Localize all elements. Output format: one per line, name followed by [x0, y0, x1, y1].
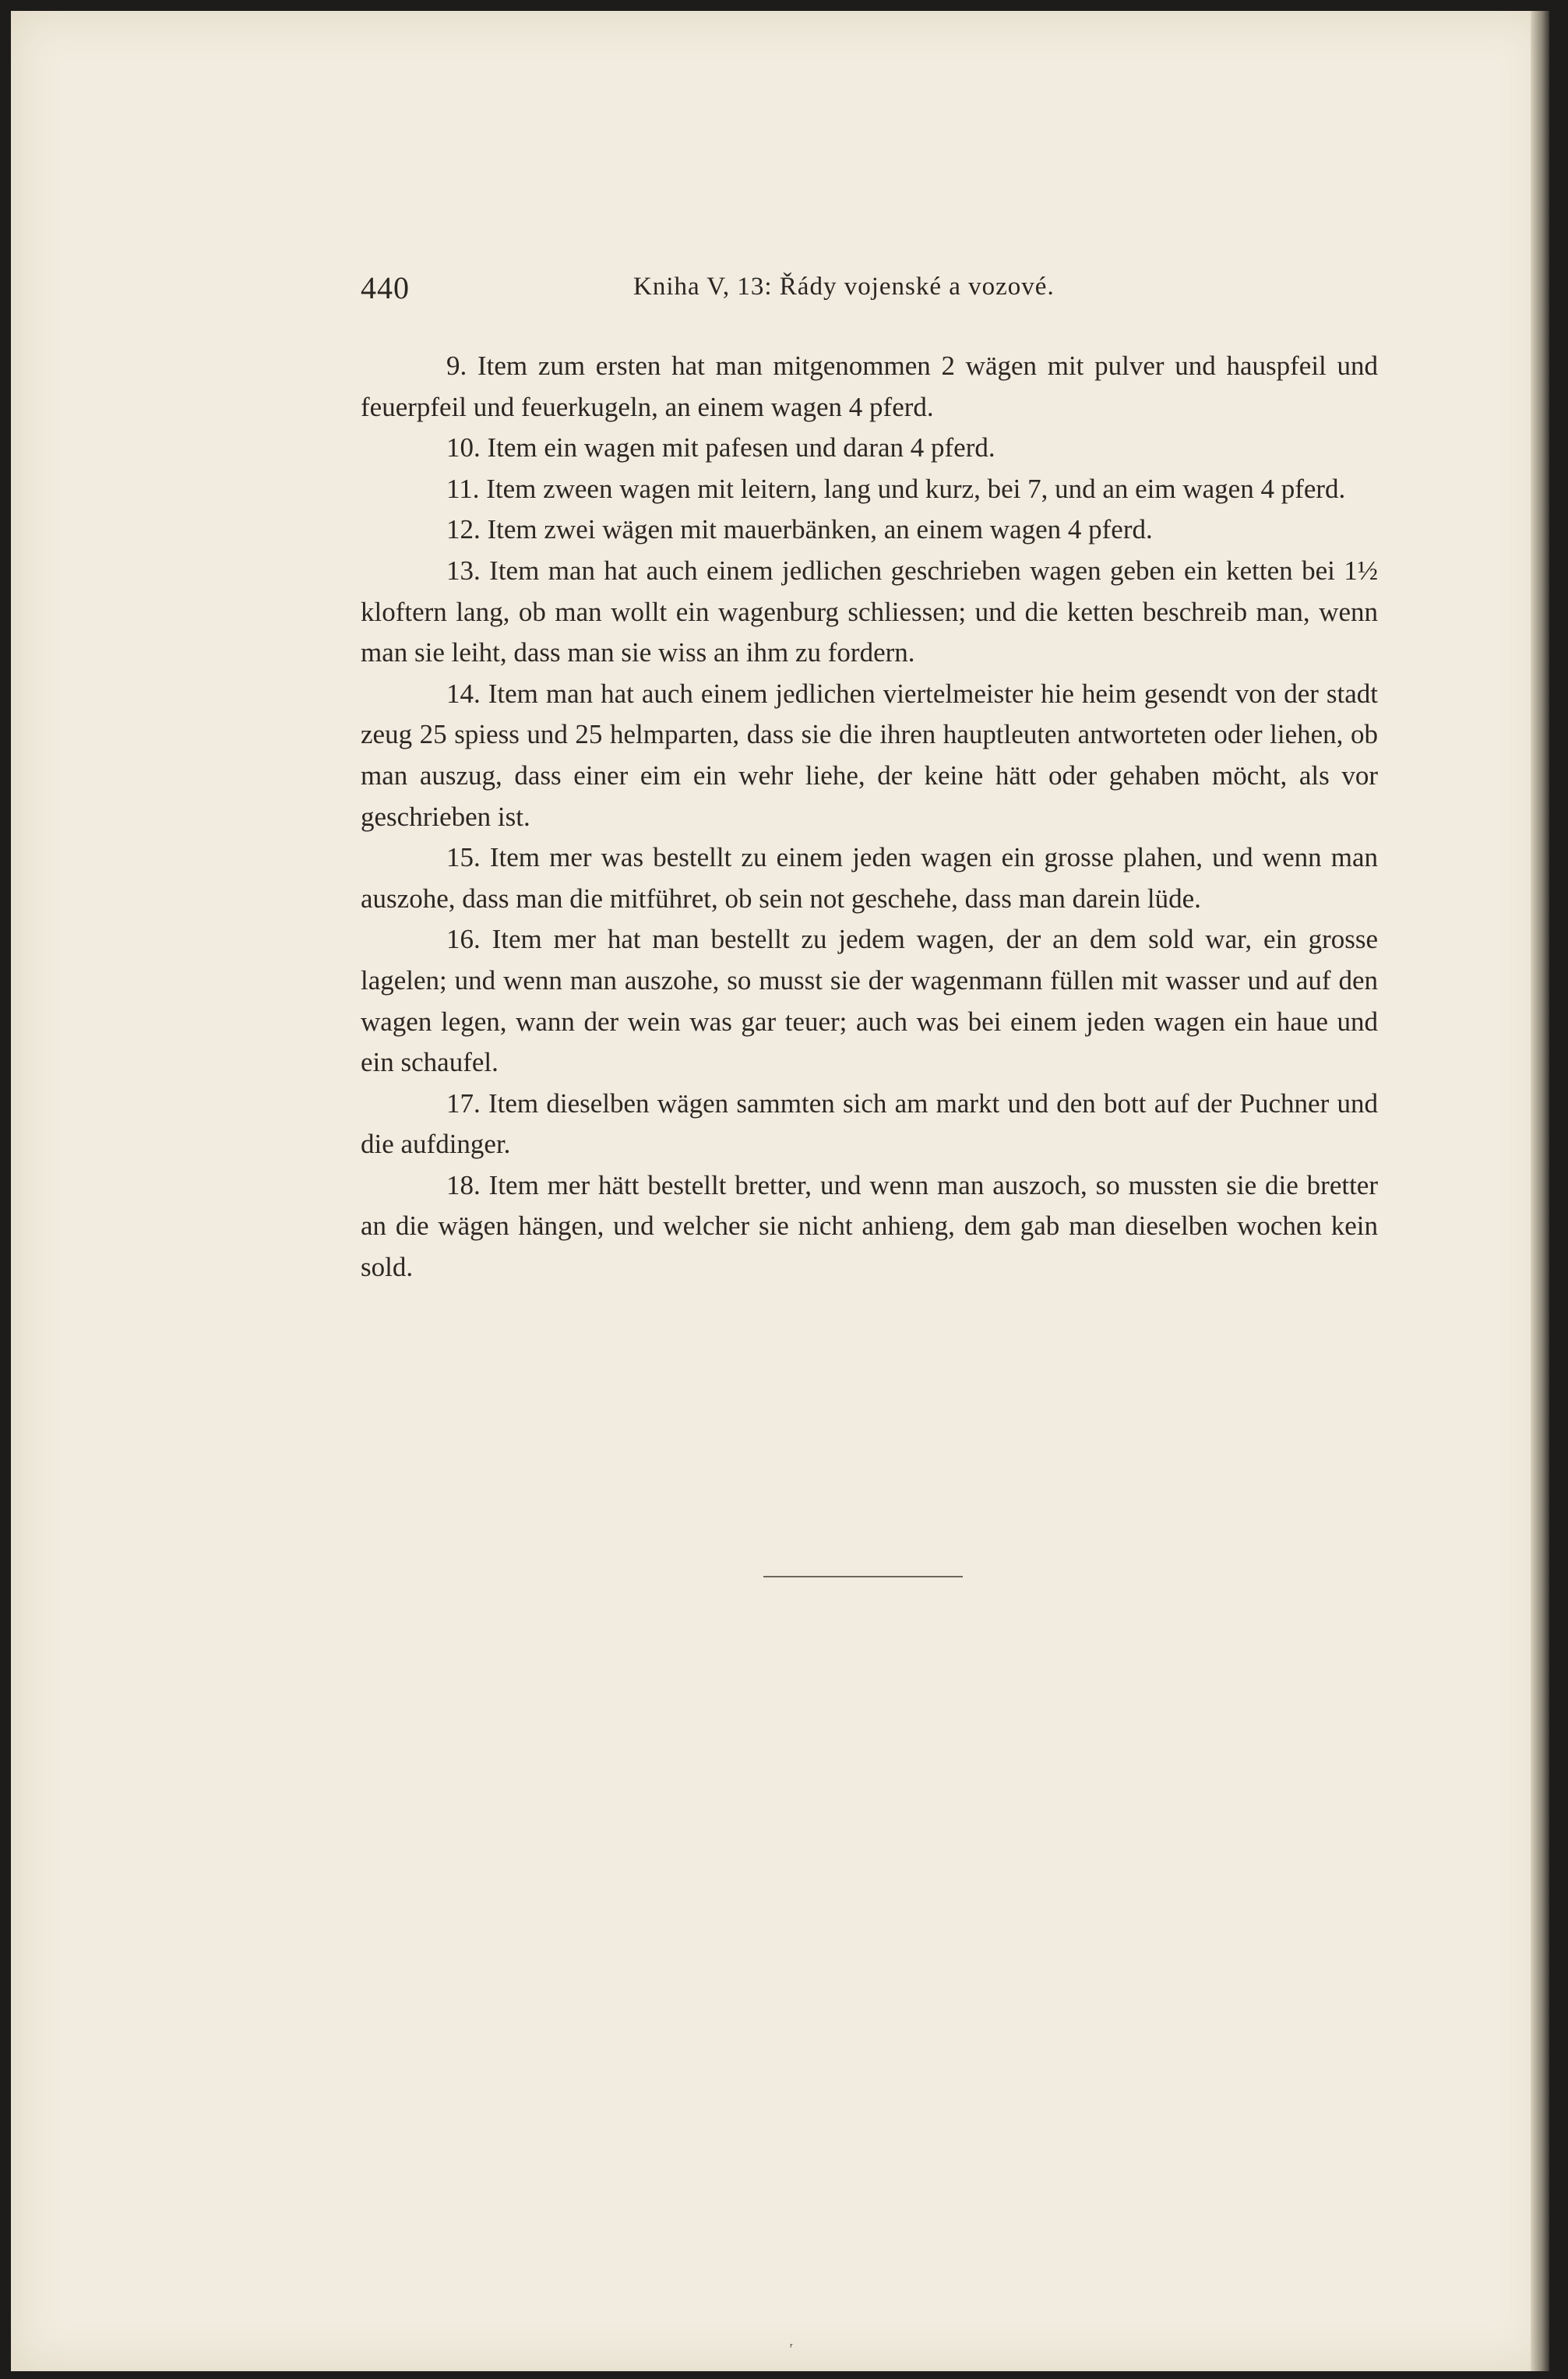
- paragraph-17: 17. Item dieselben wägen sammten sich am markt und den bott auf der Puchner und die aufdinger.: [361, 1087, 1378, 1160]
- page-edge-shadow: [1531, 11, 1549, 2371]
- paragraph-16: 16. Item mer hat man bestellt zu jedem wagen, der an dem sold war, ein grosse lagelen; und wenn man auszohe, so musst sie der wagenmann füllen mit wasser und auf den wagen legen, wann der wein was gar teuer; auch was bei einem jeden wagen ein haue und ein schaufel.: [361, 924, 1378, 1078]
- paragraph-18: 18. Item mer hätt bestellt bretter, und wenn man auszoch, so mussten sie die bretter an die wägen hängen, und welcher sie nicht anhieng, dem gab man dieselben wochen kein sold.: [361, 1169, 1378, 1283]
- paragraph-13: 13. Item man hat auch einem jedlichen geschrieben wagen geben ein ketten bei 1½ kloftern lang, ob man wollt ein wagenburg schliessen; und die ketten beschreib man, wenn man sie leiht, dass man sie wiss an ihm zu fordern.: [361, 555, 1378, 668]
- paragraph-14: 14. Item man hat auch einem jedlichen viertelmeister hie heim gesendt von der stadt zeug 25 spiess und 25 helmparten, dass sie die ihren hauptleuten antworteten oder liehen, ob man auszug, dass einer eim ein wehr liehe, der keine hätt oder gehaben möcht, als vor geschrieben ist.: [361, 678, 1378, 832]
- section-end-rule: [763, 1576, 963, 1577]
- page-number: 440: [361, 270, 410, 305]
- print-speck: ʳ: [790, 2342, 793, 2354]
- paragraph-15: 15. Item mer was bestellt zu einem jeden wagen ein grosse plahen, und wenn man auszohe, dass man die mitführet, ob sein not geschehe, dass man darein lüde.: [361, 842, 1378, 914]
- paragraph-9: 9. Item zum ersten hat man mitgenommen 2 wägen mit pulver und hauspfeil und feuerpfeil und feuerkugeln, an einem wagen 4 pferd.: [361, 351, 1378, 422]
- page-body: [361, 346, 1378, 1288]
- paragraph-12: 12. Item zwei wägen mit mauerbänken, an einem wagen 4 pferd.: [446, 514, 1153, 545]
- paragraph-11: 11. Item zween wagen mit leitern, lang und kurz, bei 7, und an eim wagen 4 pferd.: [446, 473, 1346, 504]
- running-head: Kniha V, 13: Řády vojenské a vozové.: [633, 273, 1055, 301]
- page-header: [361, 270, 1373, 308]
- paragraph-10: 10. Item ein wagen mit pafesen und daran 4 pferd.: [446, 432, 995, 463]
- book-page: [11, 11, 1549, 2371]
